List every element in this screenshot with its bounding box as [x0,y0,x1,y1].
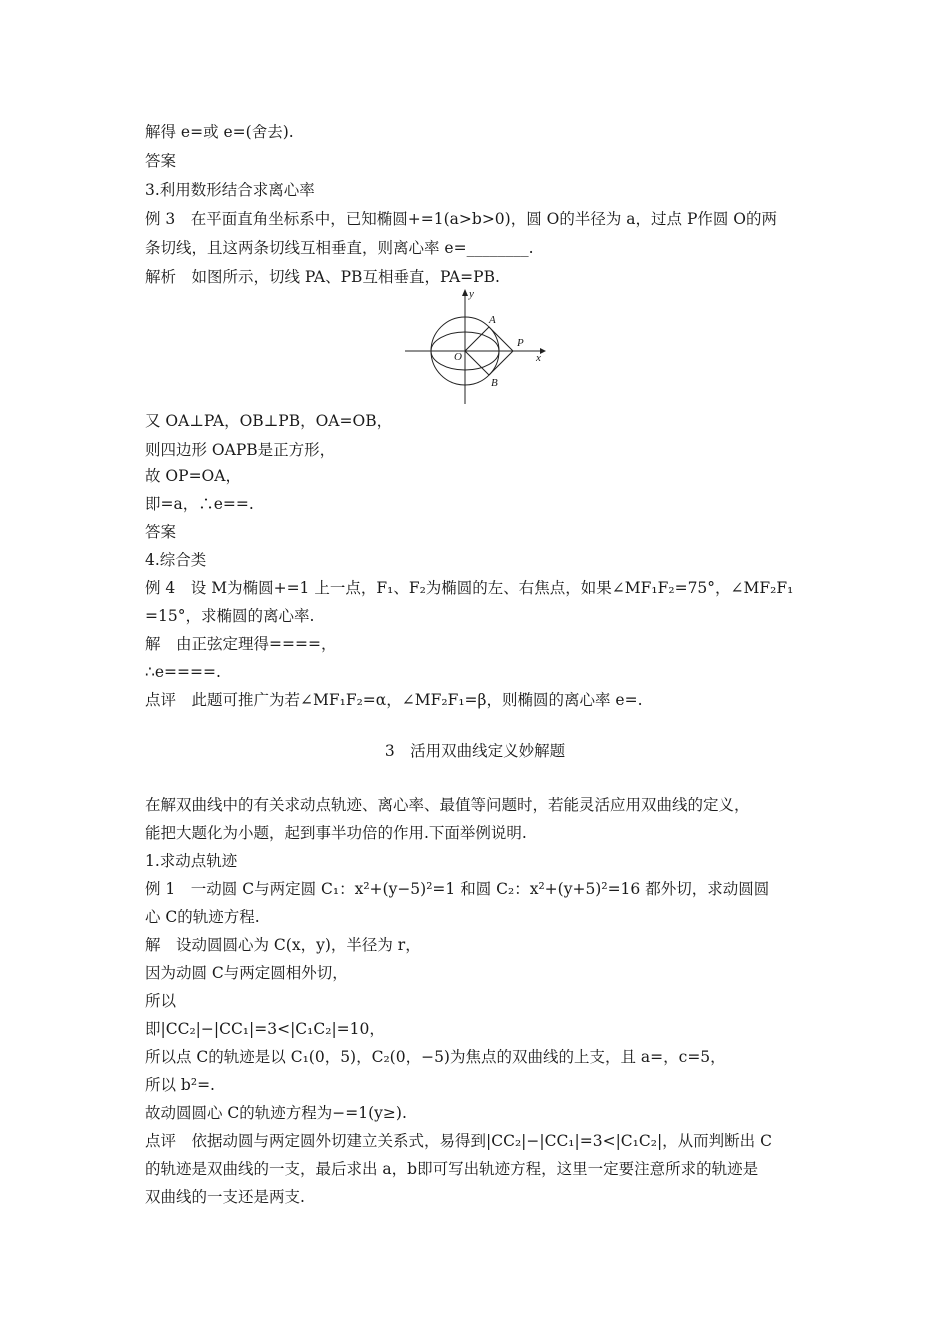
section-heading: 3.利用数形结合求离心率 [145,181,315,199]
text-line: 例 4 设 M为椭圆+=1 上一点，F₁、F₂为椭圆的左、右焦点，如果∠MF₁F₂=75°，∠MF₂F₁ [145,579,794,597]
text-line: 答案 [145,152,177,170]
text-line: 即=a，∴e==. [145,495,254,513]
text-line: 所以点 C的轨迹是以 C₁(0，5)，C₂(0，−5)为焦点的双曲线的上支，且 a=，c=5， [145,1048,726,1066]
text-line: 例 1 一动圆 C与两定圆 C₁：x²+(y−5)²=1 和圆 C₂：x²+(y+5)²=16 都外切，求动圆圆 [145,880,770,898]
section-heading: 1.求动点轨迹 [145,852,238,870]
text-line: 又 OA⊥PA，OB⊥PB，OA=OB， [145,412,393,430]
text-line: 即|CC₂|−|CC₁|=3<|C₁C₂|=10， [145,1020,385,1038]
text-line: 故 OP=OA， [145,467,241,485]
text-line: 所以 b²=. [145,1076,215,1094]
label-x: x [536,352,541,364]
text-line: 点评 依据动圆与两定圆外切建立关系式，易得到|CC₂|−|CC₁|=3<|C₁C₂|，从而判断出 C [145,1132,772,1150]
text-line: 的轨迹是双曲线的一支，最后求出 a，b即可写出轨迹方程，这里一定要注意所求的轨迹是 [145,1160,759,1178]
text-line: 因为动圆 C与两定圆相外切， [145,964,348,982]
text-line: 所以 [145,992,177,1010]
text-line: 条切线，且这两条切线互相垂直，则离心率 e=________. [145,239,534,257]
text-line: 能把大题化为小题，起到事半功倍的作用.下面举例说明. [145,824,527,842]
text-line: 例 3 在平面直角坐标系中，已知椭圆+=1(a>b>0)，圆 O的半径为 a，过点 P作圆 O的两 [145,210,778,228]
chapter-title: 3 活用双曲线定义妙解题 [384,742,566,760]
text-line: 解 由正弦定理得====， [145,635,337,653]
ellipse-circle-figure [400,286,550,406]
y-axis-arrow [462,289,468,296]
label-b: B [491,377,498,389]
text-line: 答案 [145,523,177,541]
label-a: A [489,314,496,326]
label-y: y [469,288,474,300]
label-o: O [454,351,462,363]
text-line: 在解双曲线中的有关求动点轨迹、离心率、最值等问题时，若能灵活应用双曲线的定义， [145,796,750,814]
x-axis-arrow [540,348,546,354]
text-line: 点评 此题可推广为若∠MF₁F₂=α，∠MF₂F₁=β，则椭圆的离心率 e=. [145,691,643,709]
text-line: 双曲线的一支还是两支. [145,1188,305,1206]
text-line: ∴e====. [145,663,221,681]
section-heading: 4.综合类 [145,551,207,569]
text-line: 则四边形 OAPB是正方形， [145,441,336,459]
text-line: 解得 e=或 e=(舍去). [145,123,294,141]
text-line: 解 设动圆圆心为 C(x，y)，半径为 r， [145,936,421,954]
label-p: P [517,337,524,349]
text-line: 解析 如图所示，切线 PA、PB互相垂直，PA=PB. [145,268,500,286]
text-line: 心 C的轨迹方程. [145,908,260,926]
text-line: =15°，求椭圆的离心率. [145,607,315,625]
text-line: 故动圆圆心 C的轨迹方程为−=1(y≥). [145,1104,407,1122]
